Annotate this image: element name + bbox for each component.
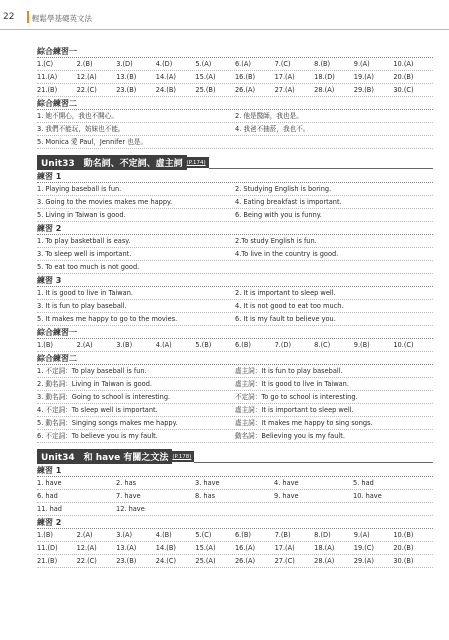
answer-cell: 3. 我們不能玩，妨妹也不能。 <box>37 125 125 133</box>
answer-cell: 11.(A) <box>37 73 58 81</box>
answer-cell: 8.(B) <box>314 60 331 68</box>
answer-cell: 5.(A) <box>195 60 212 68</box>
unit-rule <box>209 168 433 169</box>
answer-cell: 2. 動名詞：Living in Taiwan is good. <box>37 380 152 388</box>
answer-cell: 26.(A) <box>234 86 256 94</box>
answer-cell: 2.(A) <box>76 341 93 349</box>
header-accent <box>27 11 29 23</box>
answer-cell: 22.(C) <box>76 86 97 94</box>
answer-key <box>37 45 433 568</box>
table-row <box>37 123 433 136</box>
answer-cell: 7.(D) <box>274 341 292 349</box>
exercise-title: 練習 3 <box>37 275 433 287</box>
answer-cell: 12.(A) <box>76 73 97 81</box>
table-row <box>37 209 433 222</box>
answer-cell: 22.(C) <box>76 557 97 565</box>
answer-cell: 1. 她不開心，我也不開心。 <box>37 112 118 120</box>
answer-cell: 4. Eating breakfast is important. <box>235 198 342 206</box>
answer-cell: 7.(C) <box>274 60 291 68</box>
page-number: 22 <box>3 12 15 22</box>
answer-cell: 4. 不定詞：To sleep well is important. <box>37 406 158 414</box>
answer-cell: 9. have <box>274 492 299 500</box>
answer-cell: 26.(A) <box>234 557 256 565</box>
table-row <box>37 235 433 248</box>
table-row <box>37 378 433 391</box>
answer-cell: 16.(A) <box>234 544 256 552</box>
answer-cell: 25.(B) <box>195 86 216 94</box>
answer-cell: 4.(B) <box>155 531 172 539</box>
answer-cell: 9.(A) <box>353 531 370 539</box>
exercise-title: 練習 1 <box>37 465 433 477</box>
answer-cell: 2. 他是醫師，我也是。 <box>235 112 303 120</box>
answer-cell: 6.(B) <box>234 341 251 349</box>
table-row <box>37 136 433 149</box>
answer-cell: 20.(B) <box>393 544 414 552</box>
answer-cell: 10.(C) <box>393 341 414 349</box>
answer-cell: 8.(C) <box>314 341 331 349</box>
answer-cell: 30.(C) <box>393 86 414 94</box>
book-title: 輕鬆學基礎英文法 <box>32 14 92 23</box>
answer-cell: 3. It is fun to play baseball. <box>37 302 127 310</box>
answer-cell: 14.(B) <box>155 544 176 552</box>
answer-cell: 5. Monica 愛 Paul，Jennifer 也是。 <box>37 138 148 146</box>
answer-cell: 虛主詞：It is important to sleep well. <box>235 406 354 414</box>
answer-cell <box>235 136 433 148</box>
answer-cell: 25.(A) <box>195 557 216 565</box>
exercise-rows <box>37 365 433 443</box>
answer-cell: 5.(B) <box>195 341 212 349</box>
translation-rows <box>37 110 433 149</box>
answer-cell: 2.(A) <box>76 531 93 539</box>
answer-cell: 2.(B) <box>76 60 93 68</box>
answer-cell: 3. 動名詞：Going to school is interesting. <box>37 393 171 401</box>
table-row <box>37 183 433 196</box>
table-row <box>37 58 433 71</box>
answer-cell: 不定詞：To go to school is interesting. <box>235 393 358 401</box>
answer-cell: 29.(A) <box>353 557 374 565</box>
answer-cell: 2.To study English is fun. <box>235 237 317 245</box>
unit-34-heading <box>37 449 433 463</box>
table-row <box>37 477 433 490</box>
answer-cell <box>195 503 274 515</box>
answer-cell: 3. have <box>195 479 220 487</box>
section-title: 綜合練習一 <box>37 327 433 339</box>
answer-cell: 16.(B) <box>234 73 256 81</box>
table-row <box>37 287 433 300</box>
table-row <box>37 503 433 516</box>
answer-cell: 1. 不定詞：To play baseball is fun. <box>37 367 147 375</box>
answer-cell: 5. had <box>353 479 374 487</box>
answer-cell: 17.(A) <box>274 73 295 81</box>
table-row <box>37 404 433 417</box>
answer-cell: 12. have <box>116 505 145 513</box>
answer-rows <box>37 58 433 97</box>
answer-cell: 4. have <box>274 479 299 487</box>
table-row <box>37 365 433 378</box>
answer-cell: 虛主詞：It makes me happy to sing songs. <box>235 419 373 427</box>
table-row <box>37 430 433 443</box>
exercise-title: 練習 2 <box>37 517 433 529</box>
answer-cell: 10.(B) <box>393 531 414 539</box>
answer-cell: 15.(A) <box>195 544 216 552</box>
unit-33-heading <box>37 155 433 169</box>
answer-cell: 9.(B) <box>353 341 370 349</box>
table-row <box>37 313 433 326</box>
unit-title: Unit34 和 have 有關之文法 <box>37 449 172 464</box>
answer-cell: 15.(A) <box>195 73 216 81</box>
answer-cell: 3. Going to the movies makes me happy. <box>37 198 173 206</box>
answer-cell: 4. It is not good to eat too much. <box>235 302 344 310</box>
exercise-rows <box>37 235 433 274</box>
answer-cell: 1. To play basketball is easy. <box>37 237 131 245</box>
answer-cell: 6. It is my fault to believe you. <box>235 315 336 323</box>
answer-cell: 10.(A) <box>393 60 414 68</box>
table-row <box>37 84 433 97</box>
answer-cell: 27.(A) <box>274 86 295 94</box>
answer-cell: 5. To eat too much is not good. <box>37 263 140 271</box>
answer-cell: 8.(D) <box>314 531 331 539</box>
answer-cell <box>274 503 353 515</box>
answer-cell: 2. It is important to sleep well. <box>235 289 336 297</box>
answer-cell: 24.(C) <box>155 557 177 565</box>
answer-cell: 13.(A) <box>116 544 137 552</box>
answer-cell: 30.(B) <box>393 557 414 565</box>
table-row <box>37 196 433 209</box>
table-row <box>37 339 433 352</box>
answer-cell: 4. 我爸不抽菸，我也不。 <box>235 125 310 133</box>
section-title: 綜合練習二 <box>37 353 433 365</box>
table-row <box>37 417 433 430</box>
answer-cell: 19.(A) <box>353 73 374 81</box>
unit-page-ref: (P.174) <box>187 157 209 168</box>
answer-cell: 23.(B) <box>116 557 137 565</box>
answer-cell: 6.(B) <box>234 531 251 539</box>
answer-cell: 4.(D) <box>155 60 173 68</box>
answer-cell: 6. had <box>37 492 58 500</box>
answer-cell: 23.(B) <box>116 86 137 94</box>
answer-cell: 6. Being with you is funny. <box>235 211 322 219</box>
answer-cell: 21.(B) <box>37 557 58 565</box>
answer-cell: 11. had <box>37 505 62 513</box>
answer-cell: 10. have <box>353 492 382 500</box>
answer-cell: 1.(B) <box>37 341 53 349</box>
answer-cell: 27.(C) <box>274 557 295 565</box>
answer-cell: 18.(A) <box>314 544 335 552</box>
header-divider <box>0 29 449 30</box>
exercise-rows <box>37 477 433 516</box>
table-row <box>37 261 433 274</box>
answer-cell: 5. Living in Taiwan is good. <box>37 211 126 219</box>
answer-cell: 29.(B) <box>353 86 374 94</box>
answer-cell: 24.(B) <box>155 86 176 94</box>
exercise-title: 練習 2 <box>37 223 433 235</box>
table-row <box>37 300 433 313</box>
answer-cell: 14.(A) <box>155 73 176 81</box>
answer-cell: 1. It is good to live in Taiwan. <box>37 289 133 297</box>
answer-cell: 3.(D) <box>116 60 133 68</box>
answer-cell: 19.(C) <box>353 544 374 552</box>
exercise-title: 練習 1 <box>37 171 433 183</box>
table-row <box>37 248 433 261</box>
answer-cell: 7.(B) <box>274 531 291 539</box>
answer-cell: 28.(A) <box>314 86 335 94</box>
answer-cell: 2. has <box>116 479 137 487</box>
section-title: 綜合練習二 <box>37 98 433 110</box>
answer-cell: 1. Playing baseball is fun. <box>37 185 122 193</box>
exercise-rows <box>37 183 433 222</box>
answer-cell: 21.(B) <box>37 86 58 94</box>
answer-cell: 2. Studying English is boring. <box>235 185 332 193</box>
answer-rows <box>37 529 433 568</box>
answer-cell: 1.(C) <box>37 60 54 68</box>
answer-cell: 虛主詞：It is good to live in Taiwan. <box>235 380 349 388</box>
answer-cell: 5.(C) <box>195 531 212 539</box>
answer-cell: 6. 不定詞：To believe you is my fault. <box>37 432 158 440</box>
answer-cell: 虛主詞：It is fun to play baseball. <box>235 367 343 375</box>
answer-cell: 8. has <box>195 492 216 500</box>
answer-cell: 12.(A) <box>76 544 97 552</box>
unit-rule <box>194 462 433 463</box>
answer-cell: 11.(D) <box>37 544 58 552</box>
answer-cell: 7. have <box>116 492 141 500</box>
unit-page-ref: (P.178) <box>172 451 194 462</box>
answer-cell <box>353 503 432 515</box>
answer-cell: 28.(A) <box>314 557 335 565</box>
answer-cell: 3. To sleep well is important. <box>37 250 132 258</box>
page-header <box>0 0 449 40</box>
answer-cell: 動名詞：Believing you is my fault. <box>235 432 345 440</box>
unit-title: Unit33 動名詞、不定詞、虛主詞 <box>37 155 187 170</box>
table-row <box>37 71 433 84</box>
answer-cell: 3.(B) <box>116 341 133 349</box>
answer-cell: 13.(B) <box>116 73 137 81</box>
answer-rows <box>37 339 433 352</box>
answer-cell: 1. have <box>37 479 62 487</box>
table-row <box>37 391 433 404</box>
table-row <box>37 529 433 542</box>
table-row <box>37 110 433 123</box>
answer-cell: 5. 動名詞：Singing songs makes me happy. <box>37 419 178 427</box>
answer-cell: 4.(A) <box>155 341 172 349</box>
answer-cell: 5. It makes me happy to go to the movies. <box>37 315 178 323</box>
answer-cell: 6.(A) <box>234 60 251 68</box>
answer-cell <box>235 261 433 273</box>
answer-cell: 9.(A) <box>353 60 370 68</box>
table-row <box>37 555 433 568</box>
answer-cell: 17.(A) <box>274 544 295 552</box>
answer-cell: 3.(A) <box>116 531 133 539</box>
answer-cell: 20.(B) <box>393 73 414 81</box>
exercise-rows <box>37 287 433 326</box>
answer-cell: 4.To live in the country is good. <box>235 250 339 258</box>
table-row <box>37 542 433 555</box>
answer-cell: 1.(B) <box>37 531 53 539</box>
section-title: 綜合練習一 <box>37 46 433 58</box>
answer-cell: 18.(D) <box>314 73 335 81</box>
table-row <box>37 490 433 503</box>
